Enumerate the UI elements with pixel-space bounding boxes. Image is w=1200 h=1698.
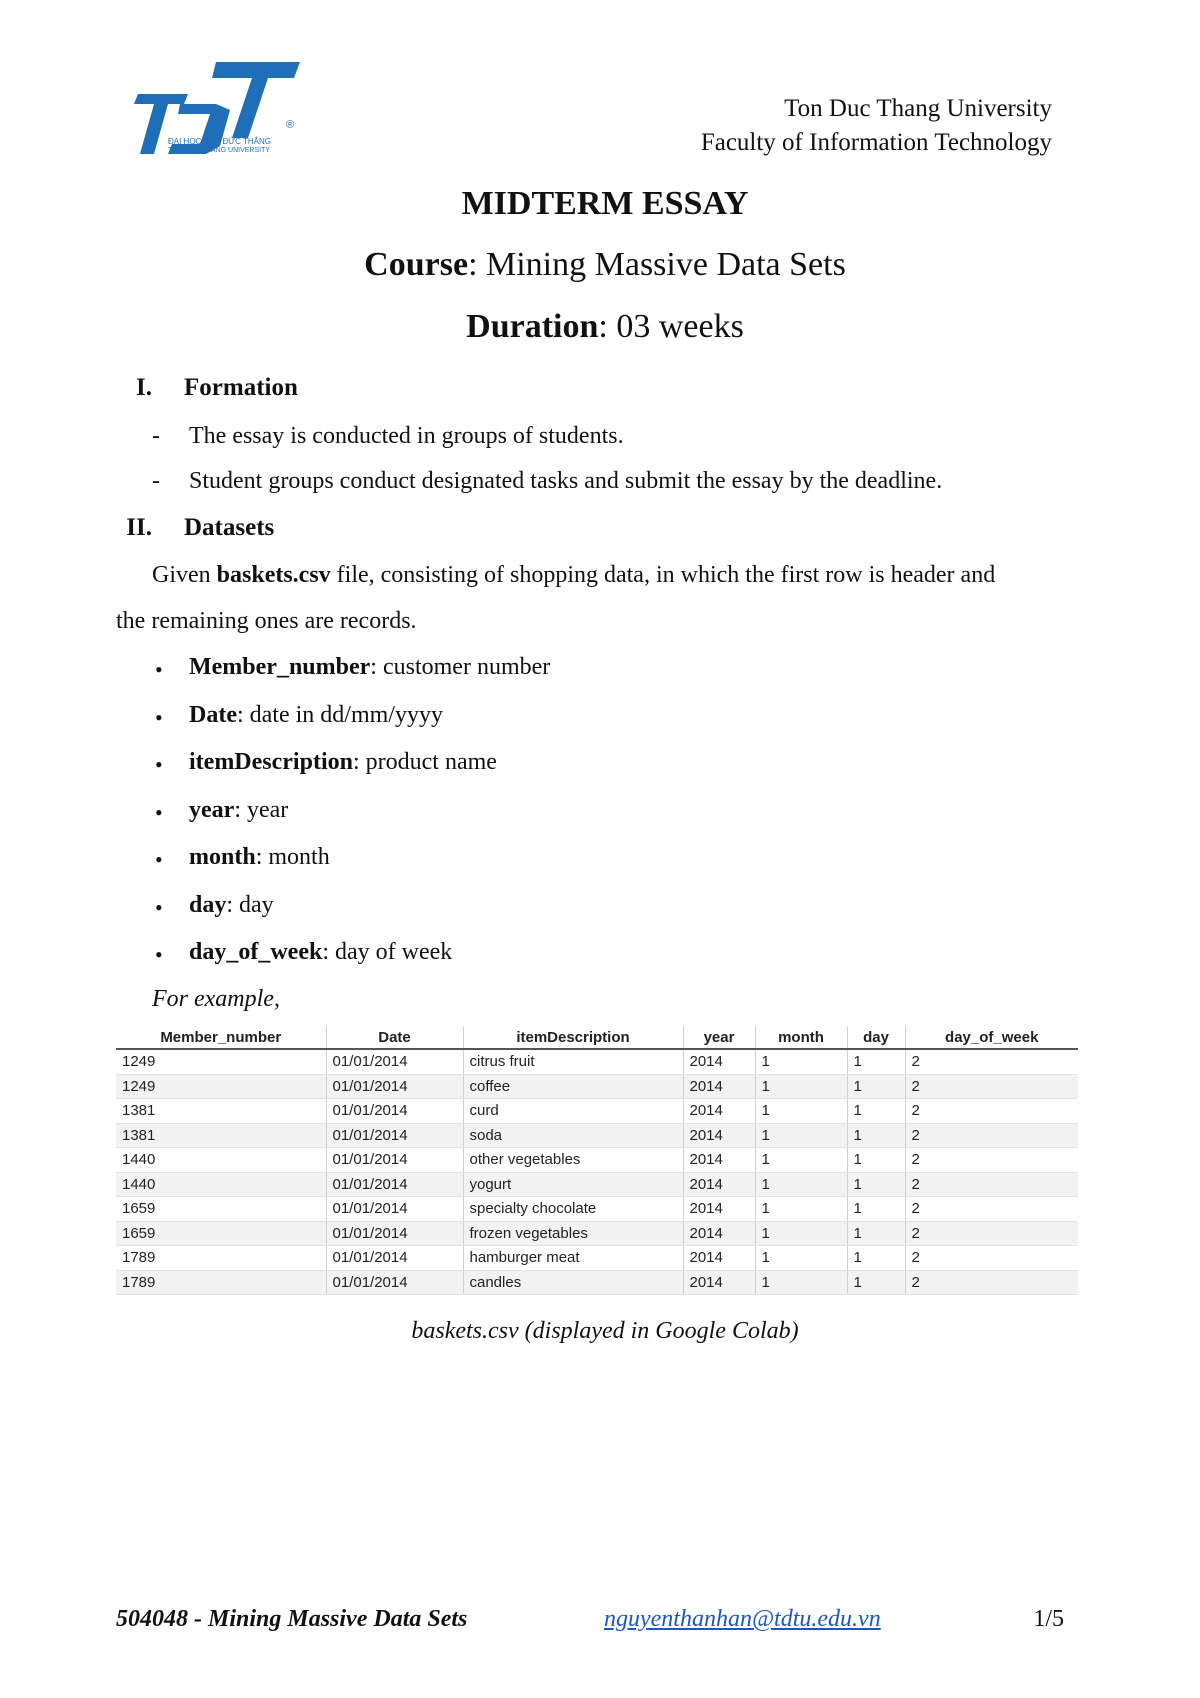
field-name: month (189, 844, 256, 870)
field-desc: : month (255, 844, 330, 870)
field-name: year (189, 797, 235, 823)
field-desc: : day of week (322, 939, 453, 965)
table-cell: 2014 (683, 1221, 755, 1246)
column-header: day_of_week (905, 1026, 1078, 1049)
table-body (116, 1049, 1078, 1295)
formation-item: Student groups conduct designated tasks and submit the essay by the deadline. (189, 468, 943, 494)
table-cell: 1 (755, 1074, 847, 1099)
table-cell: frozen vegetables (463, 1221, 683, 1246)
table-cell: curd (463, 1099, 683, 1124)
table-cell: 1 (755, 1221, 847, 1246)
footer-course-code: 504048 - Mining Massive Data Sets (116, 1606, 468, 1632)
field-desc: : date in dd/mm/yyyy (236, 702, 443, 728)
table-cell: 1 (755, 1099, 847, 1124)
table-row (116, 1246, 1078, 1271)
dash-marker: - (152, 423, 160, 449)
duration-value: : 03 weeks (598, 308, 744, 345)
table-row (116, 1148, 1078, 1173)
bullet-icon: • (155, 800, 163, 825)
field-desc: : year (234, 797, 289, 823)
table-caption: baskets.csv (displayed in Google Colab) (411, 1318, 799, 1344)
formation-item: The essay is conducted in groups of students. (189, 423, 624, 449)
table-cell: specialty chocolate (463, 1197, 683, 1222)
table-cell: 2014 (683, 1197, 755, 1222)
table-cell: 1 (755, 1049, 847, 1074)
table-cell: 1440 (116, 1148, 326, 1173)
table-cell: 2 (905, 1221, 1078, 1246)
bullet-icon: • (155, 895, 163, 920)
table-cell: 2 (905, 1049, 1078, 1074)
field-item (189, 939, 452, 966)
filename: baskets.csv (216, 562, 331, 588)
field-name: itemDescription (189, 749, 353, 775)
table-cell: coffee (463, 1074, 683, 1099)
table-cell: 2 (905, 1123, 1078, 1148)
example-label: For example, (152, 986, 280, 1012)
table-cell: 1 (847, 1221, 905, 1246)
table-cell: 1381 (116, 1099, 326, 1124)
field-desc: : day (226, 892, 274, 918)
field-name: day_of_week (189, 939, 323, 965)
section-heading-formation (116, 374, 716, 408)
column-header: Member_number (116, 1026, 326, 1049)
table-cell: 1659 (116, 1221, 326, 1246)
table-cell: 1381 (116, 1123, 326, 1148)
table-cell: 01/01/2014 (326, 1099, 463, 1124)
bullet-icon: • (155, 847, 163, 872)
table-cell: 2014 (683, 1099, 755, 1124)
table-cell: 01/01/2014 (326, 1221, 463, 1246)
field-desc: : product name (352, 749, 497, 775)
table-cell: 2014 (683, 1074, 755, 1099)
bullet-icon: • (155, 657, 163, 682)
table-cell: hamburger meat (463, 1246, 683, 1271)
table-cell: 1659 (116, 1197, 326, 1222)
bullet-icon: • (155, 752, 163, 777)
table-cell: 2014 (683, 1148, 755, 1173)
table-cell: 01/01/2014 (326, 1270, 463, 1295)
field-name: Member_number (189, 654, 371, 680)
table-row (116, 1049, 1078, 1074)
table-row (116, 1074, 1078, 1099)
table-cell: 01/01/2014 (326, 1123, 463, 1148)
table-cell: 2 (905, 1172, 1078, 1197)
table-cell: 2014 (683, 1270, 755, 1295)
svg-text:TON DUC THANG UNIVERSITY: TON DUC THANG UNIVERSITY (168, 147, 271, 154)
table-cell: 1 (755, 1148, 847, 1173)
table-cell: 1789 (116, 1246, 326, 1271)
table-cell: 1440 (116, 1172, 326, 1197)
section-number: I. (136, 374, 152, 401)
field-item (189, 702, 443, 729)
dataset-intro-continued: the remaining ones are records. (116, 608, 417, 634)
table-cell: 1 (847, 1099, 905, 1124)
table-cell: soda (463, 1123, 683, 1148)
footer-email-link[interactable]: nguyenthanhan@tdtu.edu.vn (604, 1606, 881, 1632)
table-cell: 1 (755, 1246, 847, 1271)
section-number: II. (126, 514, 152, 541)
field-desc: : customer number (370, 654, 551, 680)
table-cell: 01/01/2014 (326, 1172, 463, 1197)
course-value: : Mining Massive Data Sets (468, 246, 846, 283)
table-cell: candles (463, 1270, 683, 1295)
table-cell: 2 (905, 1197, 1078, 1222)
course-label: Course (364, 246, 469, 283)
university-name: Ton Duc Thang University (784, 95, 1052, 122)
field-name: Date (189, 702, 237, 728)
section-heading-datasets (116, 514, 716, 548)
table-cell: 1789 (116, 1270, 326, 1295)
course-line (0, 246, 1200, 284)
column-header: day (847, 1026, 905, 1049)
table-cell: 2014 (683, 1123, 755, 1148)
table-cell: 1 (847, 1074, 905, 1099)
table-cell: 2 (905, 1148, 1078, 1173)
table-cell: 2014 (683, 1246, 755, 1271)
svg-text:ĐẠI HỌC TÔN ĐỨC THẮNG: ĐẠI HỌC TÔN ĐỨC THẮNG (168, 137, 271, 146)
table-cell: 01/01/2014 (326, 1049, 463, 1074)
table-row (116, 1221, 1078, 1246)
faculty-name: Faculty of Information Technology (700, 129, 1052, 156)
table-row (116, 1270, 1078, 1295)
table-cell: 1 (847, 1270, 905, 1295)
page-title: MIDTERM ESSAY (461, 185, 749, 222)
field-item (189, 654, 550, 681)
column-header: itemDescription (463, 1026, 683, 1049)
table-cell: 1249 (116, 1074, 326, 1099)
table-cell: 01/01/2014 (326, 1074, 463, 1099)
table-cell: 1 (755, 1172, 847, 1197)
table-cell: 2 (905, 1270, 1078, 1295)
table-cell: yogurt (463, 1172, 683, 1197)
table-cell: 01/01/2014 (326, 1246, 463, 1271)
table-cell: 1 (847, 1197, 905, 1222)
table-cell: 2014 (683, 1172, 755, 1197)
table-cell: 1 (847, 1123, 905, 1148)
field-item (189, 892, 274, 919)
table-row (116, 1197, 1078, 1222)
table-cell: 1 (847, 1172, 905, 1197)
column-header: Date (326, 1026, 463, 1049)
bullet-icon: • (155, 942, 163, 967)
duration-line (0, 308, 1200, 346)
field-name: day (189, 892, 227, 918)
table-cell: 1 (755, 1270, 847, 1295)
field-item (189, 797, 288, 824)
dataset-intro (152, 562, 995, 589)
table-cell: citrus fruit (463, 1049, 683, 1074)
table-cell: 1 (755, 1197, 847, 1222)
page-number: 1/5 (1033, 1606, 1064, 1632)
table-cell: 1249 (116, 1049, 326, 1074)
table-cell: 2014 (683, 1049, 755, 1074)
table-row (116, 1099, 1078, 1124)
table-cell: 01/01/2014 (326, 1148, 463, 1173)
intro-text: file, consisting of shopping data, in which the first row is header and (330, 562, 996, 588)
table-cell: 01/01/2014 (326, 1197, 463, 1222)
table-cell: 1 (847, 1246, 905, 1271)
table-cell: 1 (847, 1049, 905, 1074)
svg-text:®: ® (286, 119, 295, 131)
duration-label: Duration (466, 308, 599, 345)
field-item (189, 844, 330, 871)
table-cell: other vegetables (463, 1148, 683, 1173)
bullet-icon: • (155, 705, 163, 730)
baskets-table-container (116, 1026, 1078, 1295)
table-cell: 1 (847, 1148, 905, 1173)
table-cell: 2 (905, 1246, 1078, 1271)
field-item (189, 749, 497, 776)
table-header-row (116, 1026, 1078, 1049)
section-title: Datasets (184, 514, 275, 541)
svg-text:TDT: TDT (128, 58, 130, 59)
baskets-table (116, 1026, 1078, 1295)
intro-text: Given (152, 562, 217, 588)
column-header: year (683, 1026, 755, 1049)
table-row (116, 1172, 1078, 1197)
section-title: Formation (184, 374, 298, 401)
table-cell: 2 (905, 1074, 1078, 1099)
table-cell: 1 (755, 1123, 847, 1148)
table-cell: 2 (905, 1099, 1078, 1124)
table-row (116, 1123, 1078, 1148)
column-header: month (755, 1026, 847, 1049)
dash-marker: - (152, 468, 160, 494)
tdt-logo-icon (128, 58, 308, 158)
university-logo (128, 58, 308, 158)
